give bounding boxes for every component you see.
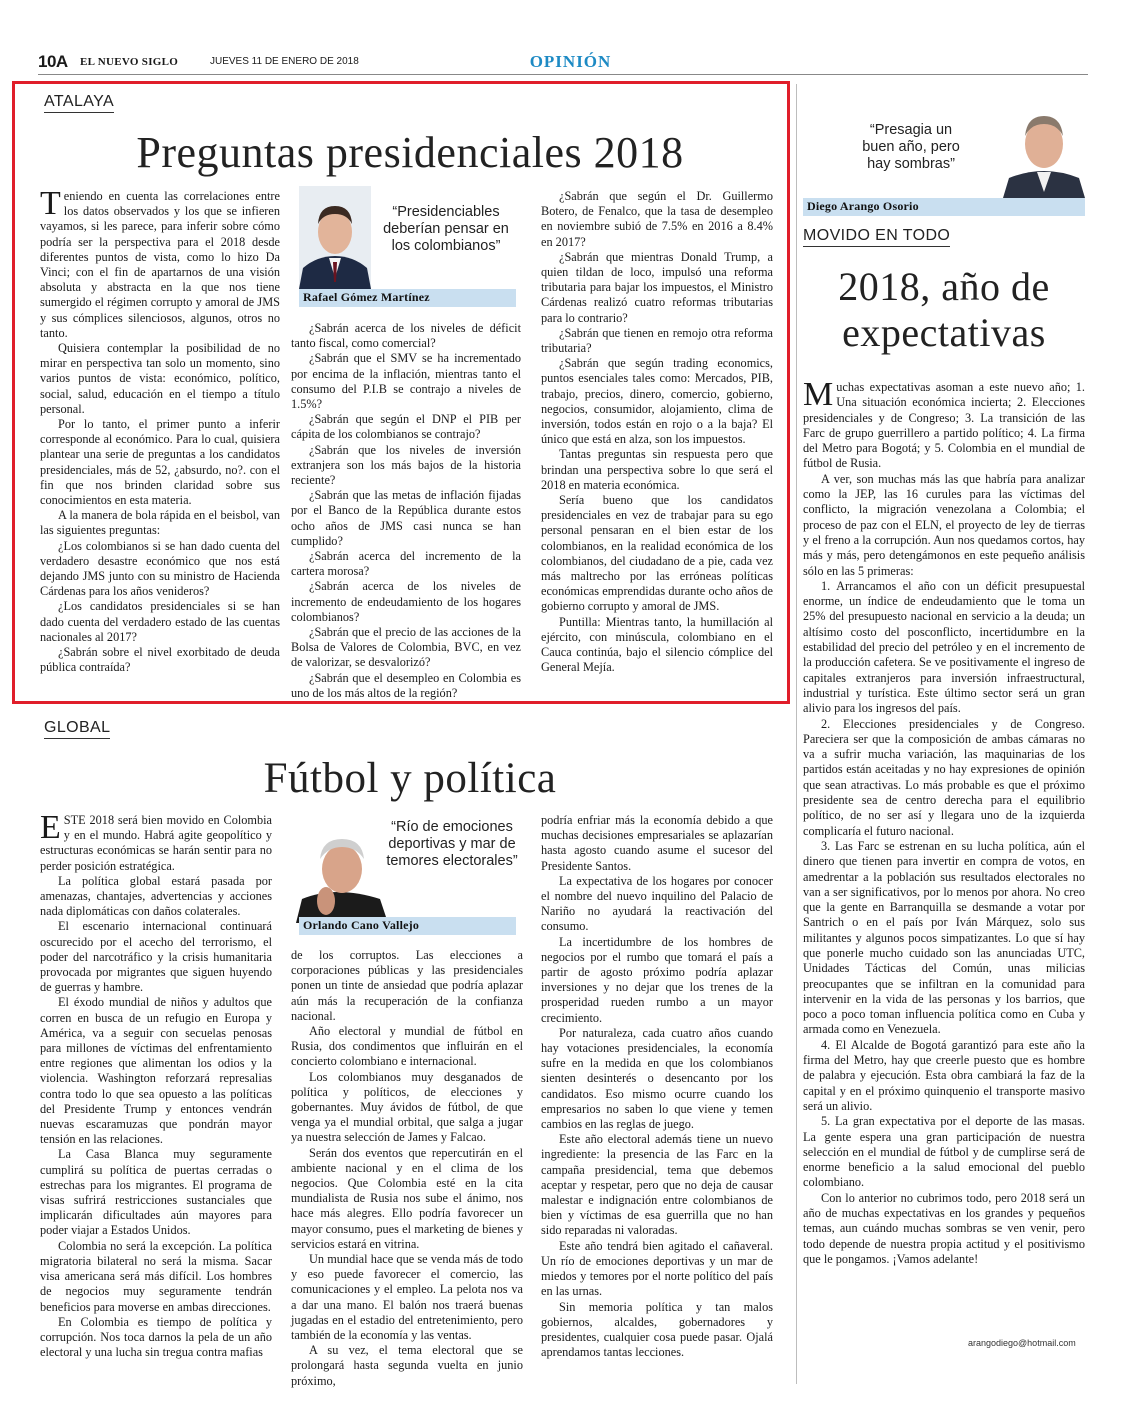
newspaper-name: EL NUEVO SIGLO <box>80 56 179 68</box>
article-paragraph: ESTE 2018 será bien movido en Colombia y en el mundo. Habrá agite geopolítico y estructuras económicas se harán sentir para no perder posición estratégica. <box>40 809 272 873</box>
article-paragraph: La política global estará pasada por amenazas, chantajes, advertencias y acciones nada diplomáticas con daños colaterales. <box>40 873 272 919</box>
article-paragraph: ¿Sabrán acerca del incremento de la cartera morosa? <box>291 549 521 579</box>
section-title: OPINIÓN <box>529 52 612 71</box>
global-pull-quote: “Río de emociones deportivas y mar de temores electorales” <box>386 819 518 869</box>
article-paragraph: Con lo anterior no cubrimos todo, pero 2018 será un año de muchas expectativas en los grandes y pequeños temas, aun cuándo muchas sombras se ven venir, pero todo depende de nuestra propia actitud y el positivismo que le pongamos. ¡Vamos adelante! <box>803 1190 1085 1266</box>
article-paragraph: Tantas preguntas sin respuesta pero que brindan una perspectiva sobre lo que será el 2018 en materia económica. <box>541 447 773 492</box>
article-paragraph: Este año electoral además tiene un nuevo ingrediente: la presencia de las Farc en la campaña presidencial, tema que debemos aceptar y respetar, pero que no deja de causar malestar e indignación entre colombianos de bien y víctimas de esa guerrilla que no han sido reparadas ni valoradas. <box>541 1132 773 1238</box>
article-paragraph: ¿Sabrán que según trading economics, puntos esenciales tales como: Mercados, PIB, trabajo, precios, dinero, comercio, gobierno, negocios, consumidor, alojamiento, clima de inversión, todos están en rojo o a la baja? El único que está en alza, son los impuestos. <box>541 356 773 447</box>
article-paragraph: Un mundial hace que se venda más de todo y eso puede favorecer el comercio, las comunicaciones y el empleo. La pelota nos va a dar una mano. El balón nos traerá buenas jugadas en el estadio del entretenimiento, pero también de la economía y las ventas. <box>291 1252 523 1343</box>
article-paragraph: ¿Sabrán que el desempleo en Colombia es uno de los más altos de la región? <box>291 670 521 700</box>
movido-kicker: MOVIDO EN TODO <box>803 227 950 247</box>
article-paragraph: 3. Las Farc se estrenan en su lucha política, aún el dinero que tienen para invertir en compra de votos, en amedrentar a la población sus resultados electorales no van a ser significativos, por lo menos por ahora. No creo que la gente en Barranquilla se desmande a votar por Santrich o en el país por Iván Márquez, solo sus militantes y algunos pocos simpatizantes. Lo que sí hay que ponerle mucho cuidado son las anunciadas UTC, Unidades Tácticas del Común, unas milicias preocupantes que se infiltran en la comunidad para intervenir en la vida de las personas y los barrios, que poco a poco toman influencia política como en Cuba y armada como en Venezuela. <box>803 838 1085 1037</box>
article-paragraph: A ver, son muchas más las que habría para analizar como la JEP, las 16 curules para las víctimas del conflicto, la migración venezolana a Colombia; el proceso de paz con el ELN, el proyecto de ley de tierras y el freno a la corrupción. Aun nos quedamos cortos, hay más y más, pero detengámonos en este pequeño análisis sólo en las 5 primeras: <box>803 471 1085 578</box>
article-paragraph: A su vez, el tema electoral que se prolongará hasta segunda vuelta en junio próximo, <box>291 1343 523 1388</box>
article-paragraph: ¿Sabrán acerca de los niveles de incremento de endeudamiento de los hogares colombianos? <box>291 579 521 624</box>
article-paragraph: ¿Sabrán acerca de los niveles de déficit tanto fiscal, como comercial? <box>291 321 521 351</box>
global-kicker: GLOBAL <box>44 719 110 739</box>
masthead-rule <box>38 74 1088 75</box>
article-paragraph: Sería bueno que los candidatos presidenciales en vez de trabajar para su ego personal pensaran en el bien estar de los colombianos, en la realidad económica de los colombianos, del ciudadano de a pie, cada vez más maltrecho por las erróneas políticas económicas emprendidas durante ocho años de gobierno corrupto y amoral de JMS. <box>541 493 773 614</box>
author-photo-orlando <box>296 823 388 923</box>
article-paragraph: ¿Sabrán que según el DNP el PIB per cápita de los colombianos se contrajo? <box>291 412 521 442</box>
article-paragraph: Serán dos eventos que repercutirán en el ambiente nacional y en el clima de los negocios. Que Colombia esté en la cita mundialista de Rusia nos sube el ánimo, nos hace más alegres. Ello podría favorecer un mayor consumo, pues el marketing de bienes y servicios estará en vitrina. <box>291 1145 523 1251</box>
article-paragraph: Este año tendrá bien agitado el cañaveral. Un río de emociones deportivas y un mar de miedos y temores por el norte político del país en las urnas. <box>541 1238 773 1299</box>
article-paragraph: de los corruptos. Las elecciones a corporaciones públicas y las presidenciales ponen un tinte de ansiedad que podría aplazar aún más la recuperación de la confianza nacional. <box>291 948 523 1023</box>
article-paragraph: 2. Elecciones presidenciales y de Congreso. Pareciera ser que la composición de ambas cámaras no va a sufrir mucha variación, las maquinarias de los partidos están aceitadas y no hay expresiones de opinión que sean atractivas. Lo más probable es que el próximo presidente sea de centro derecha para el equilibrio político, de no ser así y llegara uno de la izquierda complicaría el futuro nacional. <box>803 716 1085 838</box>
article-paragraph: Muchas expectativas asoman a este nuevo año; 1. Una situación económica incierta; 2. Elecciones presidenciales y de Congreso; 3. La transición de las Farc de grupo guerrillero a partido político; 4. La firma del Metro para Bogotá; y 5. Colombia en el mundial de fútbol de Rusia. <box>803 376 1085 471</box>
article-paragraph: ¿Los candidatos presidenciales si se han dado cuenta del verdadero estado de las cuentas nacionales al 2017? <box>40 599 280 644</box>
article-paragraph: podría enfriar más la economía debido a que muchas decisiones empresariales se aplazarían hasta agosto cuando asume el sucesor del Presidente Santos. <box>541 813 773 873</box>
article-paragraph: ¿Sabrán que los niveles de inversión extranjera son los más bajos de la historia reciente? <box>291 442 521 488</box>
masthead <box>38 52 1088 74</box>
article-paragraph: ¿Los colombianos si se han dado cuenta del verdadero desastre económico que nos está dejando JMS junto con su ministro de Hacienda Cárdenas para los años venideros? <box>40 538 280 599</box>
article-paragraph: Año electoral y mundial de fútbol en Rusia, dos condimentos que influirán en el concierto colombiano e internacional. <box>291 1024 523 1069</box>
article-paragraph: La Casa Blanca muy seguramente cumplirá su política de puertas cerradas o estrechas para los migrantes. El programa de visas sufrirá restricciones sustanciales que implicarán dificultades aún mayores para poder viajar a Estados Unidos. <box>40 1147 272 1238</box>
article-paragraph: El escenario internacional continuará oscurecido por el acecho del terrorismo, el poder del narcotráfico y la crisis humanitaria provocada por migrantes que siguen huyendo de guerras y hambre. <box>40 919 272 995</box>
article-paragraph: 5. La gran expectativa por el deporte de las masas. La gente espera una gran participación de nuestra selección en el mundial de fútbol y de cumplirse será de enorme beneficio a la salud emocional del pueblo colombiano. <box>803 1114 1085 1190</box>
article-paragraph: Los colombianos muy desganados de política y políticos, de elecciones y gobernantes. Muy ávidos de fútbol, de que venga ya el mundial orbital, que salga a jugar ya nuestra selección de James y Falcao. <box>291 1069 523 1145</box>
movido-headline-line-1: 2018, año de <box>838 264 1050 309</box>
atalaya-pull-quote: “Presidenciables deberían pensar en los colombianos” <box>383 204 509 254</box>
article-paragraph: 1. Arrancamos el año con un déficit presupuestal enorme, un índice de endeudamiento que le toma un 25% del presupuesto nacional en servicio a la deuda; un altísimo costo del posconflicto, incertidumbre en la estabilidad del precio del petróleo y en el incremento de la producción cafetera. Se ve positivamente el ingreso de capitales extranjeros para inversión infraestructural, industrial y turística. Este último sector será un gran alivio para los ingresos del país. <box>803 578 1085 716</box>
global-headline: Fútbol y política <box>263 755 557 802</box>
issue-date: JUEVES 11 DE ENERO DE 2018 <box>210 56 359 67</box>
article-paragraph: ¿Sabrán sobre el nivel exorbitado de deuda pública contraída? <box>40 645 280 675</box>
article-paragraph: Quisiera contemplar la posibilidad de no mirar en perspectiva tan solo un momento, sino varios puntos de vista: económico, político, social, salud, educación en el tiempo a título personal. <box>40 341 280 416</box>
article-paragraph: En Colombia es tiempo de política y corrupción. Nos toca darnos la pela de un año electoral y una lucha sin tregua contra mafias <box>40 1314 272 1360</box>
article-paragraph: Puntilla: Mientras tanto, la humillación al ejército, con minúscula, colombiano en el Cauca continúa, bajo el silencio cómplice del General Mejía. <box>541 614 773 675</box>
movido-headline-line-2: expectativas <box>842 310 1046 355</box>
atalaya-column-3 <box>541 189 773 676</box>
atalaya-author-byline: Rafael Gómez Martínez <box>299 289 516 307</box>
atalaya-headline: Preguntas presidenciales 2018 <box>136 128 684 177</box>
article-paragraph: Por lo tanto, el primer punto a inferir corresponde al económico. Para lo cual, quisiera plantear una serie de preguntas a los candidatos presidenciales, más de 52, ¿absurdo, no?. con el fin que nos brinden claridad sobre sus conocimientos en esta materia. <box>40 417 280 508</box>
article-paragraph: La incertidumbre de los hombres de negocios por el rumbo que tomará el país a partir de agosto próximo podría aplazar inversiones y no dejar que los trenes de la prosperidad rueden rumbo a un mayor crecimiento. <box>541 934 773 1025</box>
article-paragraph: ¿Sabrán que según el Dr. Guillermo Botero, de Fenalco, que la tasa de desempleo en noviembre subió de 7.5% en 2016 a 8.4% en 2017? <box>541 189 773 249</box>
article-paragraph: ¿Sabrán que el SMV se ha incrementado por encima de la inflación, mientras tanto el consumo del P.I.B se contrajo a niveles de 1.5%? <box>291 351 521 412</box>
article-paragraph: Teniendo en cuenta las correlaciones entre los datos observados y los que se infieren vayamos, si les parece, para inferir sobre cómo podría ser la perspectiva para el 2018 desde diferentes puntos de vista, como lo hizo Da Vinci; con el fin de apartarnos de una visión absoluta y abstracta en la que nos tiene sumergido el régimen corrupto y amoral de JMS y sus cómplices silenciosos, algunos, otros no tanto. <box>40 185 280 340</box>
article-paragraph: Colombia no será la excepción. La política migratoria bilateral no será la misma. Sacar visa americana será más difícil. Los hombres de negocios muy seguramente tendrán beneficios para moverse en ambas direcciones. <box>40 1238 272 1314</box>
article-paragraph: ¿Sabrán que las metas de inflación fijadas por el Banco de la República durante estos ocho años de JMS casi nunca se han cumplido? <box>291 488 521 548</box>
global-column-3 <box>541 813 773 1360</box>
global-author-byline: Orlando Cano Vallejo <box>299 917 516 935</box>
global-column-2 <box>291 948 523 1389</box>
movido-headline <box>803 264 1085 356</box>
global-column-1 <box>40 809 272 1360</box>
article-paragraph: Por naturaleza, cada cuatro años cuando hay votaciones presidenciales, la economía sufre en la medida en que los colombianos sienten desinterés o desencanto por los candidatos. Eso mismo ocurre cuando los empresarios no saben lo que viene y temen cambios en las reglas de juego. <box>541 1025 773 1132</box>
atalaya-column-1 <box>40 185 280 676</box>
atalaya-column-2 <box>291 321 521 701</box>
atalaya-kicker: ATALAYA <box>44 93 114 113</box>
article-paragraph: La expectativa de los hogares por conocer el nombre del nuevo inquilino del Palacio de Nariño no ayudará la reactivación del consumo. <box>541 873 773 934</box>
author-photo-rafael <box>299 186 371 289</box>
article-paragraph: El éxodo mundial de niños y adultos que corren en busca de un refugio en Europa y América, va a seguir con secuelas penosas para millones de víctimas del enfrentamiento entre regiones que alimentan los odios y la violencia. Washington reforzará represalias contra todo lo que sea opuesto a las políticas del Presidente Trump y entonces vendrán nuevas escaramuzas que pondrán mayor tensión en las relaciones. <box>40 995 272 1147</box>
movido-author-byline: Diego Arango Osorio <box>803 198 1085 216</box>
page-number: 10A <box>38 52 68 71</box>
movido-pull-quote: “Presagia un buen año, pero hay sombras” <box>862 122 960 172</box>
article-paragraph: ¿Sabrán que mientras Donald Trump, a quien tildan de loco, impulsó una reforma tributaria para bajar los impuestos, el Ministro Cárdenas realizó cuatro reformas tributarias para lo contrario? <box>541 249 773 325</box>
article-paragraph: ¿Sabrán que tienen en remojo otra reforma tributaria? <box>541 325 773 356</box>
article-paragraph: A la manera de bola rápida en el beisbol, van las siguientes preguntas: <box>40 508 280 538</box>
column-divider <box>796 84 797 1384</box>
article-paragraph: ¿Sabrán que el precio de las acciones de la Bolsa de Valores de Colombia, BVC, en vez de valorizar, se desvalorizó? <box>291 625 521 670</box>
article-paragraph: 4. El Alcalde de Bogotá garantizó para este año la firma del Metro, hay que creerle puesto que es hombre de palabra y ejecución. Esta obra cambiará la faz de la capital y en el próximo quinquenio el transporte masivo será un alivio. <box>803 1037 1085 1113</box>
author-email: arangodiego@hotmail.com <box>968 1338 1076 1348</box>
author-photo-diego <box>1003 98 1085 198</box>
movido-body <box>803 376 1085 1267</box>
article-paragraph: Sin memoria política y tan malos gobiernos, alcaldes, gobernadores y presidentes, cualquier cosa puede pasar. Ojalá aprendamos tantas lecciones. <box>541 1299 773 1360</box>
